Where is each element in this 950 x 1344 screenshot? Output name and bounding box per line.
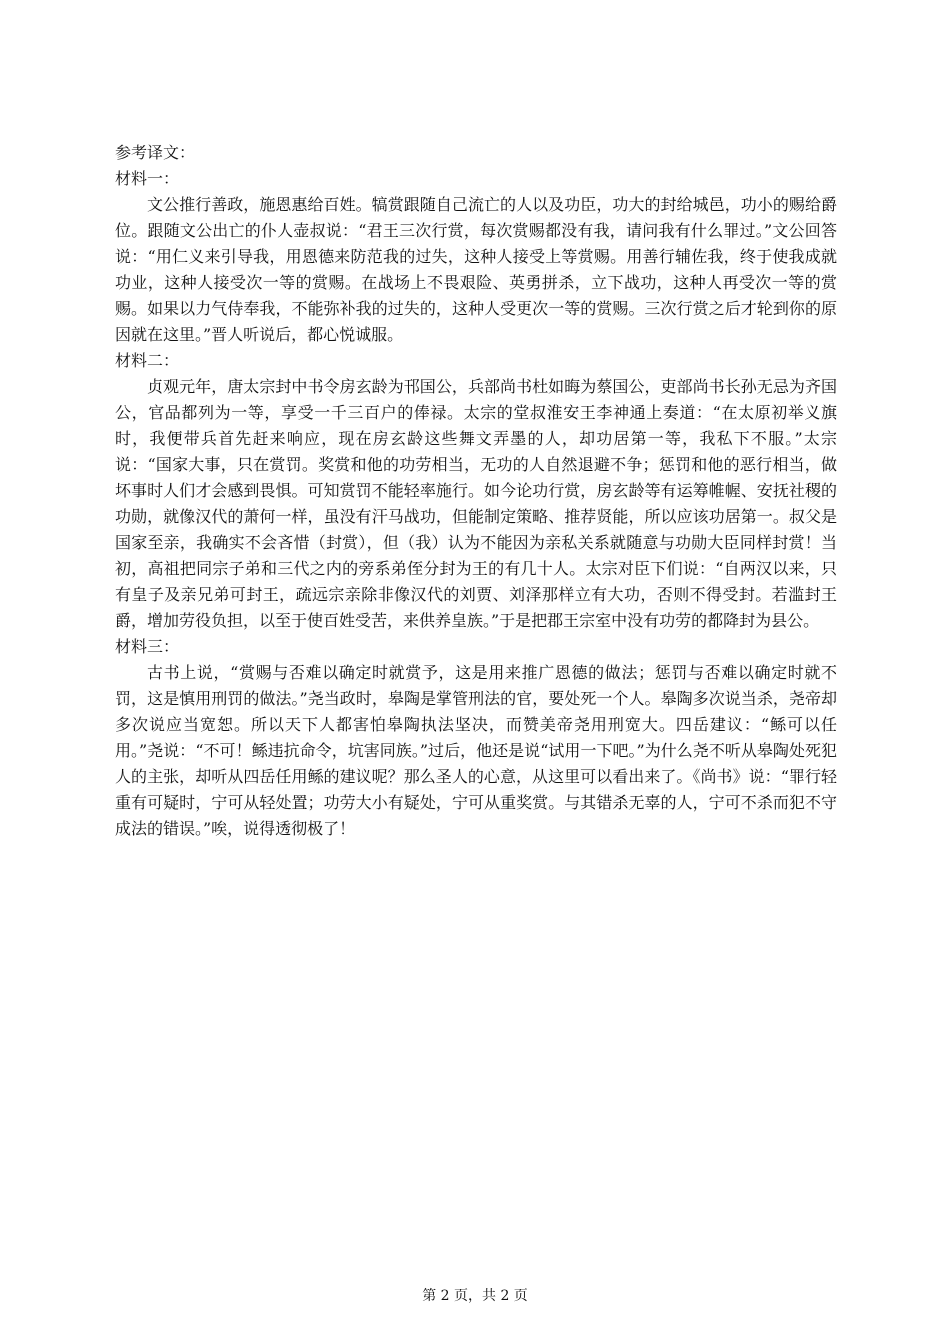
- section-1-text: 文公推行善政，施恩惠给百姓。犒赏跟随自己流亡的人以及功臣，功大的封给城邑，功小的赐给爵位。跟随文公出亡的仆人壶叔说：“君王三次行赏，每次赏赐都没有我，请问我有什么罪过。”文公回答说：“用仁义来引导我，用恩德来防范我的过失，这种人接受上等赏赐。用善行辅佐我，终于使我成就功业，这种人接受次一等的赏赐。在战场上不畏艰险、英勇拼杀，立下战功，这种人再受次一等的赏赐。如果以力气侍奉我，不能弥补我的过失的，这种人受更次一等的赏赐。三次行赏之后才轮到你的原因就在这里。”晋人听说后，都心悦诚服。: [115, 195, 837, 344]
- section-3-label: 材料三：: [115, 637, 180, 656]
- section-2-label: 材料二：: [115, 351, 180, 370]
- page-footer: 第 2 页，共 2 页: [422, 1288, 528, 1304]
- section-2-text: 贞观元年，唐太宗封中书令房玄龄为邗国公，兵部尚书杜如晦为蔡国公，吏部尚书长孙无忌为齐国公，官品都列为一等，享受一千三百户的俸禄。太宗的堂叔淮安王李神通上奏道：“在太原初举义旗时，我便带兵首先赶来响应，现在房玄龄这些舞文弄墨的人，却功居第一等，我私下不服。”太宗说：“国家大事，只在赏罚。奖赏和他的功劳相当，无功的人自然退避不争；惩罚和他的恶行相当，做坏事时人们才会感到畏惧。可知赏罚不能轻率施行。如今论功行赏，房玄龄等有运筹帷幄、安抚社稷的功勋，就像汉代的萧何一样，虽没有汗马战功，但能制定策略、推荐贤能，所以应该功居第一。叔父是国家至亲，我确实不会吝惜（封赏），但（我）认为不能因为亲私关系就随意与功勋大臣同样封赏！当初，高祖把同宗子弟和三代之内的旁系弟侄分封为王的有几十人。太宗对臣下们说：“自两汉以来，只有皇子及亲兄弟可封王，疏远宗亲除非像汉代的刘贾、刘泽那样立有大功，否则不得受封。若滥封王爵，增加劳役负担，以至于使百姓受苦，来供养皇族。”于是把郡王宗室中没有功劳的都降封为县公。: [115, 377, 837, 630]
- translation-title: 参考译文：: [115, 143, 196, 162]
- document-body: [115, 140, 837, 842]
- section-3-text: 古书上说，“赏赐与否难以确定时就赏予，这是用来推广恩德的做法；惩罚与否难以确定时就不罚，这是慎用刑罚的做法。”尧当政时，皋陶是掌管刑法的官，要处死一个人。皋陶多次说当杀，尧帝却多次说应当宽恕。所以天下人都害怕皋陶执法坚决，而赞美帝尧用刑宽大。四岳建议：“鲧可以任用。”尧说：“不可！鲧违抗命令，坑害同族。”过后，他还是说“试用一下吧。”为什么尧不听从皋陶处死犯人的主张，却听从四岳任用鲧的建议呢？那么圣人的心意，从这里可以看出来了。《尚书》说：“罪行轻重有可疑时，宁可从轻处置；功劳大小有疑处，宁可从重奖赏。与其错杀无辜的人，宁可不杀而犯不守成法的错误。”唉，说得透彻极了！: [115, 663, 837, 838]
- section-1-label: 材料一：: [115, 169, 180, 188]
